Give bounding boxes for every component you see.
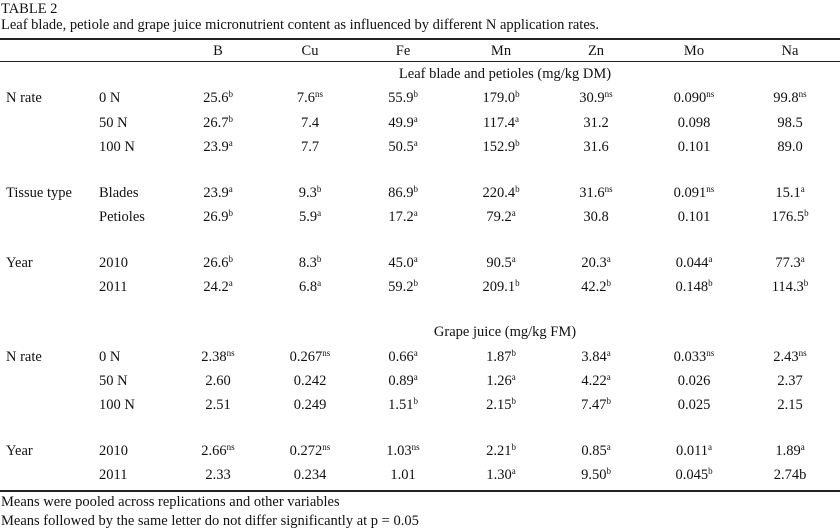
table-cell bbox=[205, 373, 230, 389]
cell-value: 2.15 bbox=[777, 397, 803, 413]
table-cell bbox=[201, 443, 234, 459]
significance-letter: b bbox=[511, 348, 516, 358]
row-level: 50 N bbox=[99, 373, 128, 389]
row-level: Blades bbox=[99, 185, 139, 201]
table-cell bbox=[203, 90, 233, 106]
table-caption: Leaf blade, petiole and grape juice micronutrient content as influenced by different N application rates. bbox=[1, 17, 600, 33]
table-cell bbox=[486, 255, 515, 271]
cell-value: 0.044 bbox=[675, 255, 709, 271]
cell-value: 2.51 bbox=[205, 397, 231, 413]
cell-value: 0.090 bbox=[673, 90, 707, 106]
cell-value: 59.2 bbox=[388, 279, 414, 295]
significance-letter: ns bbox=[706, 89, 715, 99]
cell-value: 1.03 bbox=[386, 443, 412, 459]
table-cell bbox=[581, 373, 610, 389]
table-cell bbox=[290, 443, 331, 459]
table-cell bbox=[678, 373, 711, 389]
column-header: Mo bbox=[683, 43, 705, 59]
table-cell bbox=[301, 139, 319, 155]
cell-value: 0.242 bbox=[293, 373, 327, 389]
significance-letter: a bbox=[413, 208, 418, 218]
table-cell bbox=[678, 115, 711, 131]
cell-value: 98.5 bbox=[777, 115, 803, 131]
cell-value: 2.74b bbox=[773, 467, 807, 483]
table-cell bbox=[581, 255, 610, 271]
significance-letter: b bbox=[515, 89, 520, 99]
significance-letter: b bbox=[511, 442, 516, 452]
table-cell bbox=[299, 209, 321, 225]
cell-value: 55.9 bbox=[388, 90, 414, 106]
significance-letter: b bbox=[316, 254, 322, 264]
significance-letter: a bbox=[800, 442, 805, 452]
significance-letter: ns bbox=[706, 184, 715, 194]
cell-value: 0.011 bbox=[675, 443, 709, 459]
significance-letter: ns bbox=[226, 442, 235, 452]
cell-value: 7.7 bbox=[300, 139, 320, 155]
table-cell bbox=[482, 90, 519, 106]
table-cell bbox=[775, 443, 804, 459]
table-cell bbox=[388, 397, 418, 413]
cell-value: 2.60 bbox=[205, 373, 231, 389]
significance-letter: ns bbox=[322, 442, 331, 452]
bottom-rule bbox=[0, 490, 840, 492]
table-cell bbox=[675, 467, 712, 483]
table-cell bbox=[482, 279, 519, 295]
significance-letter: ns bbox=[604, 89, 613, 99]
table-cell bbox=[486, 209, 515, 225]
cell-value: 0.267 bbox=[289, 349, 323, 365]
significance-letter: a bbox=[511, 208, 516, 218]
table-cell bbox=[581, 443, 610, 459]
significance-letter: b bbox=[511, 396, 516, 406]
table-cell bbox=[388, 115, 417, 131]
cell-value: 0.033 bbox=[673, 349, 707, 365]
table-cell bbox=[388, 185, 418, 201]
table-cell bbox=[294, 467, 327, 483]
row-level: 50 N bbox=[99, 115, 128, 131]
table-cell bbox=[774, 467, 807, 483]
table-cell bbox=[299, 279, 321, 295]
cell-value: 99.8 bbox=[773, 90, 799, 106]
cell-value: 1.26 bbox=[486, 373, 512, 389]
table-cell bbox=[205, 467, 230, 483]
cell-value: 1.30 bbox=[486, 467, 512, 483]
cell-value: 86.9 bbox=[388, 185, 414, 201]
cell-value: 114.3 bbox=[771, 279, 804, 295]
row-level: Petioles bbox=[99, 209, 145, 225]
cell-value: 31.6 bbox=[583, 139, 609, 155]
significance-letter: a bbox=[800, 184, 805, 194]
cell-value: 23.9 bbox=[203, 185, 229, 201]
significance-letter: a bbox=[511, 254, 516, 264]
section-title: Leaf blade and petioles (mg/kg DM) bbox=[398, 66, 612, 82]
cell-value: 45.0 bbox=[388, 255, 414, 271]
table-cell bbox=[294, 397, 327, 413]
significance-letter: ns bbox=[798, 89, 807, 99]
table-cell bbox=[388, 373, 417, 389]
cell-value: 30.9 bbox=[579, 90, 605, 106]
significance-letter: ns bbox=[411, 442, 420, 452]
cell-value: 0.85 bbox=[581, 443, 607, 459]
cell-value: 30.8 bbox=[583, 209, 609, 225]
cell-value: 79.2 bbox=[486, 209, 512, 225]
table-cell bbox=[482, 185, 519, 201]
significance-letter: b bbox=[708, 466, 713, 476]
cell-value: 2.38 bbox=[201, 349, 227, 365]
factor-label: N rate bbox=[6, 349, 42, 365]
table-cell bbox=[486, 443, 516, 459]
table-cell bbox=[203, 255, 233, 271]
footnote-pooled: Means were pooled across replications and other variables bbox=[1, 494, 340, 510]
cell-value: 42.2 bbox=[581, 279, 607, 295]
column-header: Mn bbox=[490, 43, 512, 59]
significance-letter: a bbox=[413, 348, 418, 358]
table-cell bbox=[388, 90, 418, 106]
cell-value: 0.091 bbox=[673, 185, 707, 201]
significance-letter: a bbox=[800, 254, 805, 264]
cell-value: 1.87 bbox=[486, 349, 512, 365]
table-cell bbox=[203, 209, 233, 225]
column-header: B bbox=[213, 43, 223, 59]
significance-letter: a bbox=[708, 442, 713, 452]
significance-letter: b bbox=[228, 254, 233, 264]
cell-value: 0.234 bbox=[293, 467, 327, 483]
significance-letter: a bbox=[228, 278, 233, 288]
factor-label: Tissue type bbox=[6, 185, 72, 201]
table-cell bbox=[583, 115, 608, 131]
cell-value: 49.9 bbox=[388, 115, 414, 131]
row-level: 2010 bbox=[99, 443, 128, 459]
table-cell bbox=[674, 185, 715, 201]
table-cell bbox=[581, 467, 611, 483]
table-cell bbox=[581, 397, 611, 413]
table-cell bbox=[486, 373, 515, 389]
table-cell bbox=[777, 115, 802, 131]
cell-value: 26.7 bbox=[203, 115, 229, 131]
table-cell bbox=[388, 349, 417, 365]
significance-letter: a bbox=[708, 254, 713, 264]
significance-letter: b bbox=[803, 278, 809, 288]
significance-letter: a bbox=[606, 254, 611, 264]
significance-letter: a bbox=[413, 254, 418, 264]
table-cell bbox=[486, 349, 516, 365]
table-cell bbox=[294, 373, 327, 389]
significance-letter: b bbox=[515, 278, 520, 288]
significance-letter: ns bbox=[604, 184, 613, 194]
top-rule bbox=[0, 38, 840, 40]
cell-value: 0.026 bbox=[677, 373, 711, 389]
table-cell bbox=[773, 349, 806, 365]
significance-letter: a bbox=[511, 466, 516, 476]
significance-letter: ns bbox=[226, 348, 235, 358]
significance-letter: b bbox=[606, 278, 611, 288]
significance-letter: ns bbox=[798, 348, 807, 358]
column-header: Na bbox=[781, 43, 799, 59]
table-cell bbox=[299, 255, 322, 271]
factor-label: N rate bbox=[6, 90, 42, 106]
cell-value: 2.21 bbox=[486, 443, 512, 459]
significance-letter: ns bbox=[706, 348, 715, 358]
significance-letter: b bbox=[228, 208, 233, 218]
table-cell bbox=[581, 349, 610, 365]
table-cell bbox=[388, 279, 418, 295]
significance-letter: a bbox=[317, 278, 322, 288]
table-cell bbox=[388, 255, 417, 271]
cell-value: 4.22 bbox=[581, 373, 607, 389]
significance-letter: b bbox=[708, 278, 713, 288]
row-level: 100 N bbox=[99, 397, 135, 413]
header-rule bbox=[0, 61, 840, 62]
cell-value: 152.9 bbox=[482, 139, 516, 155]
cell-value: 2.66 bbox=[201, 443, 227, 459]
cell-value: 0.101 bbox=[677, 139, 711, 155]
cell-value: 0.101 bbox=[677, 209, 711, 225]
cell-value: 24.2 bbox=[203, 279, 229, 295]
cell-value: 0.89 bbox=[388, 373, 414, 389]
table-cell bbox=[205, 397, 230, 413]
column-header: Cu bbox=[301, 43, 319, 59]
significance-letter: b bbox=[804, 208, 809, 218]
row-level: 2010 bbox=[99, 255, 128, 271]
cell-value: 1.89 bbox=[775, 443, 801, 459]
table-cell bbox=[674, 349, 715, 365]
table-cell bbox=[674, 90, 715, 106]
cell-value: 6.8 bbox=[298, 279, 318, 295]
cell-value: 209.1 bbox=[482, 279, 516, 295]
table-cell bbox=[583, 209, 608, 225]
cell-value: 20.3 bbox=[581, 255, 607, 271]
significance-letter: a bbox=[413, 138, 418, 148]
cell-value: 2.15 bbox=[486, 397, 512, 413]
cell-value: 0.66 bbox=[388, 349, 414, 365]
table-cell bbox=[301, 115, 319, 131]
factor-label: Year bbox=[6, 443, 33, 459]
cell-value: 220.4 bbox=[482, 185, 516, 201]
table-cell bbox=[203, 115, 233, 131]
row-level: 100 N bbox=[99, 139, 135, 155]
significance-letter: a bbox=[511, 372, 516, 382]
cell-value: 17.2 bbox=[388, 209, 414, 225]
table-cell bbox=[772, 279, 809, 295]
cell-value: 179.0 bbox=[482, 90, 516, 106]
cell-value: 3.84 bbox=[581, 349, 607, 365]
significance-letter: a bbox=[413, 372, 418, 382]
significance-letter: b bbox=[606, 466, 611, 476]
cell-value: 26.9 bbox=[203, 209, 229, 225]
table-cell bbox=[583, 139, 608, 155]
table-cell bbox=[390, 467, 415, 483]
cell-value: 7.4 bbox=[300, 115, 320, 131]
significance-letter: b bbox=[413, 278, 418, 288]
cell-value: 31.6 bbox=[579, 185, 605, 201]
table-cell bbox=[771, 209, 808, 225]
cell-value: 7.6 bbox=[296, 90, 316, 106]
table-cell bbox=[678, 209, 711, 225]
cell-value: 117.4 bbox=[482, 115, 516, 131]
table-cell bbox=[675, 279, 712, 295]
table-cell bbox=[773, 90, 806, 106]
cell-value: 89.0 bbox=[777, 139, 803, 155]
cell-value: 26.6 bbox=[203, 255, 229, 271]
table-cell bbox=[579, 90, 612, 106]
cell-value: 50.5 bbox=[388, 139, 414, 155]
table-cell bbox=[290, 349, 331, 365]
significance-letter: a bbox=[317, 208, 322, 218]
row-level: 2011 bbox=[99, 467, 128, 483]
cell-value: 15.1 bbox=[775, 185, 801, 201]
significance-letter: b bbox=[515, 184, 520, 194]
cell-value: 1.01 bbox=[390, 467, 416, 483]
significance-letter: ns bbox=[315, 89, 324, 99]
table-cell bbox=[486, 397, 516, 413]
cell-value: 0.025 bbox=[677, 397, 711, 413]
cell-value: 25.6 bbox=[203, 90, 229, 106]
cell-value: 0.272 bbox=[289, 443, 323, 459]
cell-value: 9.50 bbox=[581, 467, 607, 483]
cell-value: 90.5 bbox=[486, 255, 512, 271]
column-header: Zn bbox=[587, 43, 605, 59]
table-cell bbox=[777, 397, 802, 413]
cell-value: 176.5 bbox=[771, 209, 805, 225]
table-cell bbox=[482, 139, 519, 155]
significance-letter: a bbox=[228, 138, 233, 148]
row-level: 0 N bbox=[99, 90, 121, 106]
table-cell bbox=[775, 185, 804, 201]
cell-value: 77.3 bbox=[775, 255, 801, 271]
table-cell bbox=[483, 115, 519, 131]
table-label: TABLE 2 bbox=[1, 1, 58, 17]
significance-letter: a bbox=[413, 114, 418, 124]
table-cell bbox=[579, 185, 612, 201]
table-cell bbox=[678, 139, 711, 155]
significance-letter: b bbox=[228, 114, 233, 124]
significance-letter: b bbox=[606, 396, 611, 406]
significance-letter: a bbox=[515, 114, 520, 124]
row-level: 2011 bbox=[99, 279, 128, 295]
table-cell bbox=[676, 255, 713, 271]
cell-value: 8.3 bbox=[298, 255, 317, 271]
cell-value: 1.51 bbox=[388, 397, 414, 413]
table-cell bbox=[386, 443, 419, 459]
cell-value: 0.098 bbox=[677, 115, 711, 131]
column-header: Fe bbox=[395, 43, 411, 59]
table-cell bbox=[775, 255, 804, 271]
cell-value: 2.33 bbox=[205, 467, 231, 483]
significance-letter: b bbox=[413, 184, 418, 194]
cell-value: 2.37 bbox=[777, 373, 803, 389]
cell-value: 23.9 bbox=[203, 139, 229, 155]
cell-value: 5.9 bbox=[298, 209, 318, 225]
table-cell bbox=[203, 185, 232, 201]
cell-value: 0.249 bbox=[293, 397, 327, 413]
cell-value: 9.3 bbox=[298, 185, 317, 201]
table-cell bbox=[388, 139, 417, 155]
significance-letter: b bbox=[413, 396, 418, 406]
cell-value: 2.43 bbox=[773, 349, 799, 365]
table-cell bbox=[486, 467, 515, 483]
cell-value: 0.045 bbox=[675, 467, 709, 483]
table-cell bbox=[203, 139, 232, 155]
significance-letter: b bbox=[228, 89, 233, 99]
cell-value: 7.47 bbox=[581, 397, 607, 413]
table-cell bbox=[203, 279, 232, 295]
significance-letter: ns bbox=[322, 348, 331, 358]
significance-letter: a bbox=[606, 372, 611, 382]
footnote-significance: Means followed by the same letter do not differ significantly at p = 0.05 bbox=[1, 513, 419, 529]
table-cell bbox=[201, 349, 234, 365]
significance-letter: b bbox=[413, 89, 418, 99]
table-cell bbox=[678, 397, 711, 413]
table-cell bbox=[297, 90, 323, 106]
table-cell bbox=[777, 373, 802, 389]
section-title: Grape juice (mg/kg FM) bbox=[433, 324, 577, 340]
table-cell bbox=[388, 209, 417, 225]
cell-value: 31.2 bbox=[583, 115, 609, 131]
table-cell bbox=[299, 185, 322, 201]
factor-label: Year bbox=[6, 255, 33, 271]
table-cell bbox=[581, 279, 611, 295]
significance-letter: b bbox=[515, 138, 520, 148]
significance-letter: a bbox=[606, 442, 611, 452]
cell-value: 0.148 bbox=[675, 279, 709, 295]
significance-letter: a bbox=[228, 184, 233, 194]
table-cell bbox=[777, 139, 802, 155]
row-level: 0 N bbox=[99, 349, 121, 365]
table-cell bbox=[676, 443, 712, 459]
significance-letter: a bbox=[606, 348, 611, 358]
significance-letter: b bbox=[316, 184, 322, 194]
